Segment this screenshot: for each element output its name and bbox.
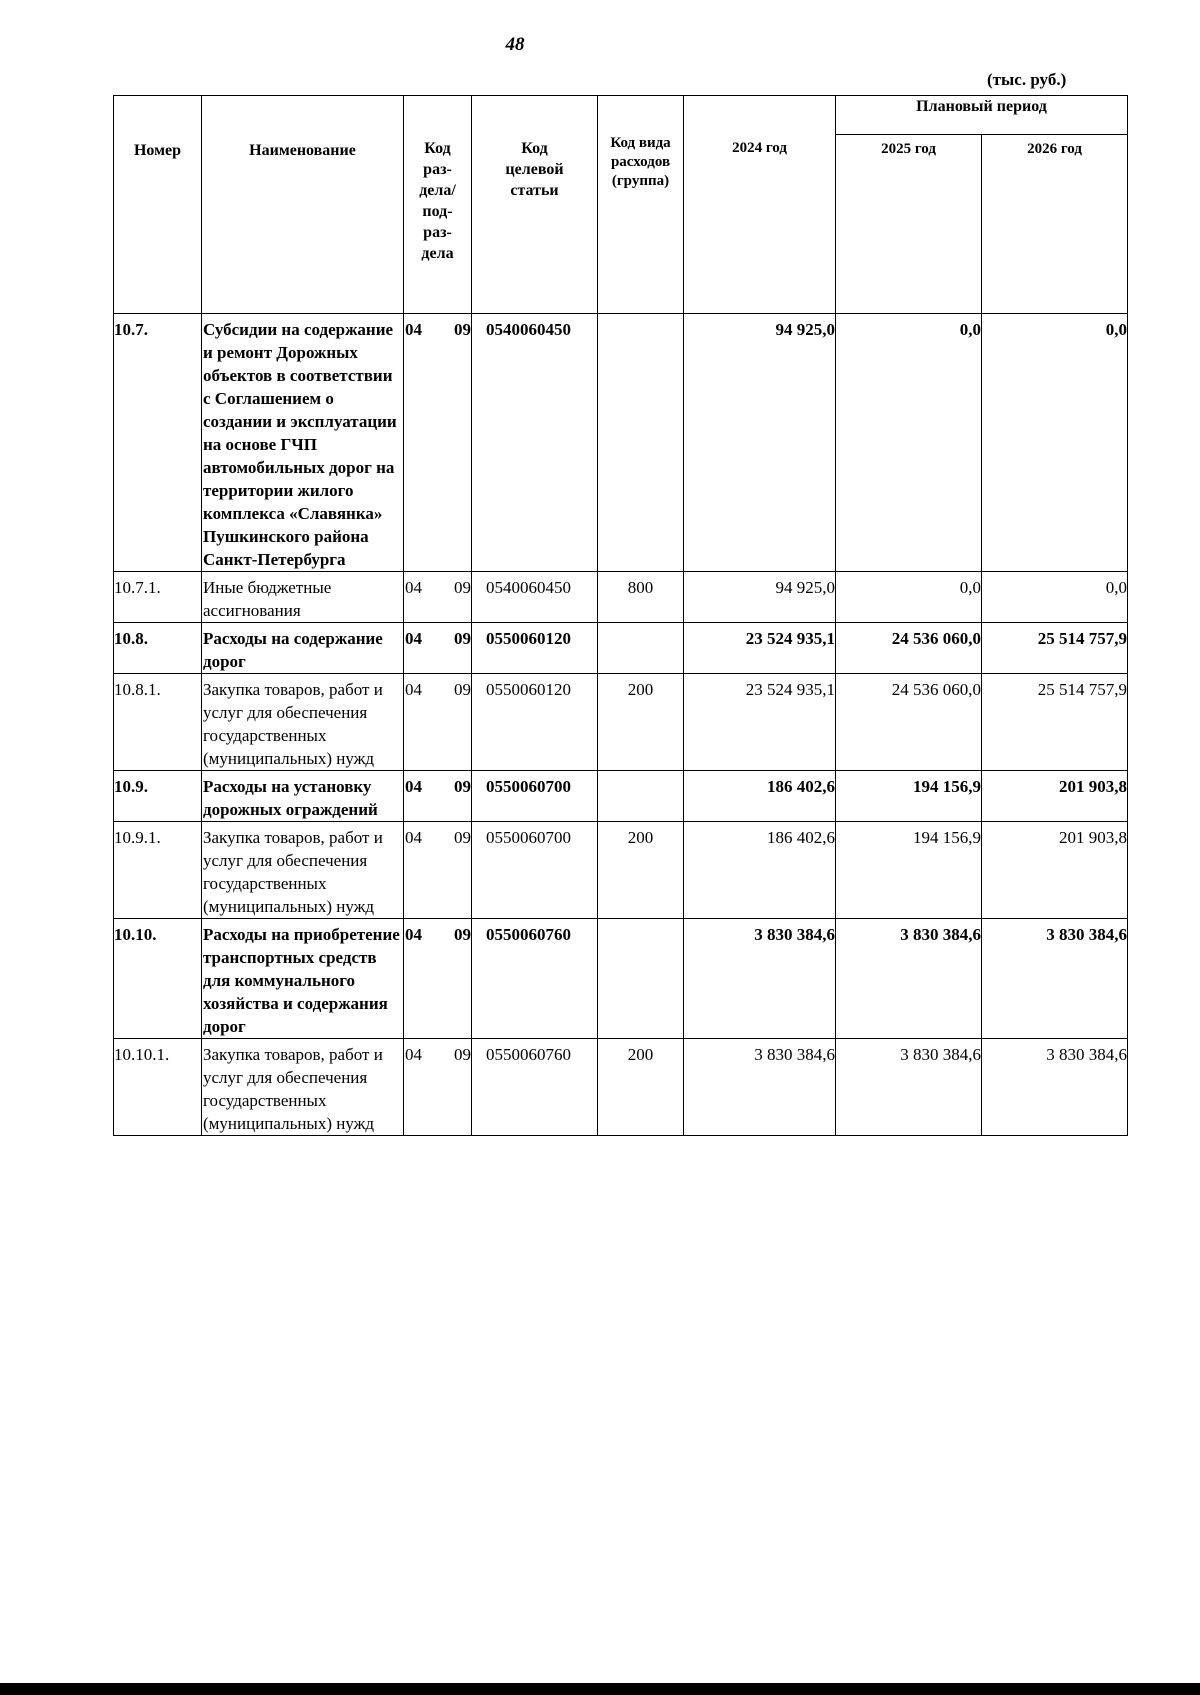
- section-code: 04: [405, 925, 422, 944]
- header-target-code: Код целевой статьи: [472, 96, 598, 314]
- row-section-code: [404, 771, 472, 822]
- header-planned-period: Плановый период: [836, 96, 1128, 135]
- table-body: [114, 314, 1128, 1136]
- row-expense-group: [598, 771, 684, 822]
- row-target-code: 0540060450: [472, 572, 598, 623]
- row-number: 10.7.1.: [114, 572, 202, 623]
- row-amount-2026: 25 514 757,9: [982, 674, 1128, 771]
- row-name: Расходы на содержание дорог: [202, 623, 404, 674]
- row-amount-2025: 0,0: [836, 314, 982, 572]
- table-row: [114, 623, 1128, 674]
- row-expense-group: 800: [598, 572, 684, 623]
- row-amount-2024: 23 524 935,1: [684, 623, 836, 674]
- row-name: Расходы на приобретение транспортных средств для коммунального хозяйства и содержания дорог: [202, 919, 404, 1039]
- row-section-code: [404, 919, 472, 1039]
- units-label: (тыс. руб.): [987, 70, 1067, 89]
- row-expense-group: 200: [598, 674, 684, 771]
- row-amount-2026: 0,0: [982, 314, 1128, 572]
- row-number: 10.8.: [114, 623, 202, 674]
- row-section-code: [404, 822, 472, 919]
- row-amount-2024: 94 925,0: [684, 314, 836, 572]
- subsection-code: 09: [454, 1045, 471, 1064]
- scan-border: [0, 1683, 1200, 1695]
- row-expense-group: 200: [598, 822, 684, 919]
- table-row: [114, 919, 1128, 1039]
- row-name: Иные бюджетные ассигнования: [202, 572, 404, 623]
- row-amount-2025: 194 156,9: [836, 771, 982, 822]
- row-amount-2025: 24 536 060,0: [836, 674, 982, 771]
- table-row: [114, 1039, 1128, 1136]
- subsection-code: 09: [454, 320, 471, 339]
- section-code: 04: [405, 1045, 422, 1064]
- subsection-code: 09: [454, 680, 471, 699]
- row-amount-2024: 186 402,6: [684, 771, 836, 822]
- table-header: [114, 96, 1128, 314]
- row-name: Закупка товаров, работ и услуг для обеспечения государственных (муниципальных) нужд: [202, 674, 404, 771]
- row-amount-2025: 3 830 384,6: [836, 919, 982, 1039]
- table-row: [114, 314, 1128, 572]
- subsection-code: 09: [454, 578, 471, 597]
- row-amount-2025: 194 156,9: [836, 822, 982, 919]
- table-row: [114, 822, 1128, 919]
- subsection-code: 09: [454, 828, 471, 847]
- row-amount-2025: 0,0: [836, 572, 982, 623]
- table-row: [114, 674, 1128, 771]
- row-amount-2024: 3 830 384,6: [684, 1039, 836, 1136]
- row-target-code: 0550060120: [472, 674, 598, 771]
- budget-table: [113, 95, 1128, 1136]
- row-amount-2026: 25 514 757,9: [982, 623, 1128, 674]
- row-number: 10.9.: [114, 771, 202, 822]
- row-target-code: 0550060120: [472, 623, 598, 674]
- row-name: Закупка товаров, работ и услуг для обеспечения государственных (муниципальных) нужд: [202, 822, 404, 919]
- row-expense-group: 200: [598, 1039, 684, 1136]
- row-target-code: 0550060760: [472, 1039, 598, 1136]
- row-section-code: [404, 674, 472, 771]
- row-amount-2026: 3 830 384,6: [982, 919, 1128, 1039]
- header-year-2024: 2024 год: [684, 96, 836, 314]
- page-number: 48: [505, 34, 525, 55]
- row-section-code: [404, 623, 472, 674]
- header-section-code: Код раз- дела/ под- раз- дела: [404, 96, 472, 314]
- row-amount-2024: 23 524 935,1: [684, 674, 836, 771]
- section-code: 04: [405, 629, 422, 648]
- header-year-2026: 2026 год: [982, 135, 1128, 314]
- row-amount-2026: 3 830 384,6: [982, 1039, 1128, 1136]
- row-section-code: [404, 314, 472, 572]
- row-number: 10.7.: [114, 314, 202, 572]
- row-expense-group: [598, 314, 684, 572]
- row-name: Закупка товаров, работ и услуг для обеспечения государственных (муниципальных) нужд: [202, 1039, 404, 1136]
- header-expense-group: Код вида расходов (группа): [598, 96, 684, 314]
- row-amount-2024: 3 830 384,6: [684, 919, 836, 1039]
- row-amount-2026: 201 903,8: [982, 822, 1128, 919]
- row-number: 10.9.1.: [114, 822, 202, 919]
- header-number: Номер: [114, 96, 202, 314]
- table-row: [114, 572, 1128, 623]
- table-row: [114, 771, 1128, 822]
- row-number: 10.8.1.: [114, 674, 202, 771]
- section-code: 04: [405, 777, 422, 796]
- section-code: 04: [405, 828, 422, 847]
- row-section-code: [404, 572, 472, 623]
- header-year-2025: 2025 год: [836, 135, 982, 314]
- row-amount-2025: 3 830 384,6: [836, 1039, 982, 1136]
- header-name: Наименование: [202, 96, 404, 314]
- row-amount-2026: 0,0: [982, 572, 1128, 623]
- section-code: 04: [405, 680, 422, 699]
- row-amount-2025: 24 536 060,0: [836, 623, 982, 674]
- row-amount-2024: 94 925,0: [684, 572, 836, 623]
- row-target-code: 0550060700: [472, 771, 598, 822]
- subsection-code: 09: [454, 925, 471, 944]
- row-amount-2024: 186 402,6: [684, 822, 836, 919]
- row-target-code: 0550060700: [472, 822, 598, 919]
- section-code: 04: [405, 578, 422, 597]
- subsection-code: 09: [454, 777, 471, 796]
- row-amount-2026: 201 903,8: [982, 771, 1128, 822]
- row-number: 10.10.: [114, 919, 202, 1039]
- row-target-code: 0550060760: [472, 919, 598, 1039]
- row-name: Расходы на установку дорожных ограждений: [202, 771, 404, 822]
- row-number: 10.10.1.: [114, 1039, 202, 1136]
- row-expense-group: [598, 623, 684, 674]
- row-expense-group: [598, 919, 684, 1039]
- row-section-code: [404, 1039, 472, 1136]
- row-name: Субсидии на содержание и ремонт Дорожных объектов в соответствии с Соглашением о создании и эксплуатации на основе ГЧП автомобильных дорог на территории жилого комплекса «Славянка» Пушкинского района Санкт-Петербурга: [202, 314, 404, 572]
- section-code: 04: [405, 320, 422, 339]
- row-target-code: 0540060450: [472, 314, 598, 572]
- subsection-code: 09: [454, 629, 471, 648]
